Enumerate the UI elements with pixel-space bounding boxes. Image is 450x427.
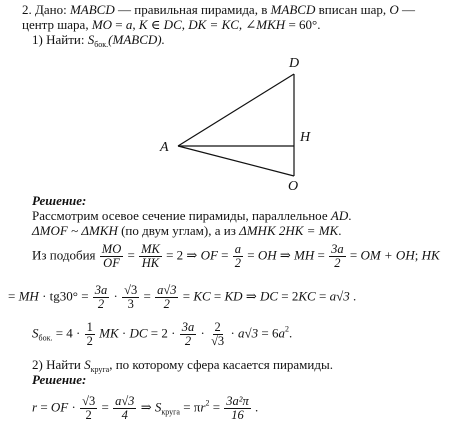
text: · tg30° = [38, 288, 92, 304]
text: 16 [231, 408, 244, 422]
text: . [348, 208, 352, 223]
text: 2 [234, 256, 241, 270]
text: S [87, 32, 95, 47]
text: K ∈ DC, DK = KC, ∠MKH [138, 17, 286, 32]
text: 2 [86, 334, 93, 348]
text: 3a²π [226, 394, 249, 408]
text: = [209, 399, 224, 415]
text: MABCD [270, 2, 316, 17]
text: 3a [331, 242, 344, 256]
text: 2 [334, 256, 341, 270]
solution-line-6 [32, 395, 258, 422]
text: = [210, 288, 225, 304]
text: Рассмотрим осевое сечение пирамиды, параллельное [32, 208, 331, 223]
text: круга [90, 365, 110, 374]
text: = [112, 17, 126, 32]
label-D: D [289, 56, 300, 71]
text: = 4 · [52, 325, 84, 341]
text: 3 [127, 297, 134, 311]
text: · [230, 325, 239, 341]
text: OM + OH [360, 247, 415, 263]
text: 2 [85, 408, 92, 422]
text: 3a [94, 283, 108, 297]
text: . [255, 399, 259, 415]
solution-line-1 [32, 208, 351, 223]
solution-line-4 [8, 284, 356, 311]
text: HK [141, 256, 160, 270]
text: . [338, 223, 342, 238]
text: ; [414, 247, 422, 263]
text: = [37, 399, 51, 415]
text: r [200, 399, 206, 415]
text: = [349, 247, 361, 263]
text: KD [224, 288, 243, 304]
text: — правильная пирамида, в [114, 2, 271, 17]
text: . [289, 325, 293, 341]
text: · [200, 325, 209, 341]
text: OF [200, 247, 218, 263]
text: = π [179, 399, 201, 415]
text: OF [103, 256, 120, 270]
fraction [139, 243, 162, 270]
fraction [93, 284, 110, 311]
text: 2. Дано: [22, 2, 70, 17]
text: √3 [82, 394, 96, 408]
text: MK [141, 242, 160, 256]
fraction [85, 321, 95, 348]
text: ΔMHK 2HK = MK [239, 223, 339, 238]
text: круга [161, 407, 180, 417]
fraction [113, 395, 136, 422]
fraction [180, 321, 197, 348]
text: √3 [211, 334, 225, 348]
fraction [80, 395, 97, 422]
text: 3a [181, 320, 195, 334]
text: MH [294, 247, 315, 263]
text: a [278, 325, 286, 341]
text: OH [257, 247, 277, 263]
fraction [329, 243, 346, 270]
fraction [155, 284, 178, 311]
solution-line-3 [32, 243, 440, 270]
text: a√3 [115, 394, 135, 408]
text: , по которому сфера касается пирамиды. [109, 357, 333, 372]
text: DC [129, 325, 148, 341]
text: · [68, 399, 80, 415]
text: · [113, 288, 122, 304]
text: MO [91, 17, 113, 32]
text: ⇒ [140, 399, 155, 415]
text: 2 [97, 297, 105, 311]
solution-header-2: Решение: [32, 372, 87, 387]
text: 2 [214, 320, 221, 334]
segment-AO [178, 146, 294, 176]
text: r [32, 399, 38, 415]
fraction [122, 284, 139, 311]
text: (MABCD). [108, 32, 165, 47]
text: S [84, 357, 91, 372]
question-2 [32, 357, 333, 372]
text: KC [193, 288, 211, 304]
text: 2 [184, 334, 192, 348]
text: 2 [205, 398, 210, 408]
text: DC [259, 288, 279, 304]
fraction [224, 395, 251, 422]
solution-line-5 [32, 321, 292, 348]
text: MH [18, 288, 39, 304]
text: AD [330, 208, 349, 223]
label-A: A [160, 140, 169, 155]
solution-line-2 [32, 223, 341, 238]
text: = 6 [258, 325, 279, 341]
text: = 2 · [147, 325, 179, 341]
text: 2 [285, 324, 290, 334]
fraction [233, 243, 243, 270]
text: (по двум углам), а из [117, 223, 240, 238]
solution-header: Решение: [32, 193, 87, 208]
text: = [247, 247, 258, 263]
text: · [118, 325, 130, 341]
text: = [143, 288, 155, 304]
text: a [125, 17, 133, 32]
text: = 2 [278, 288, 299, 304]
text: Из подобия [32, 247, 99, 263]
text: a√3 [157, 283, 177, 297]
text: — [398, 2, 416, 17]
text: a√3 [238, 325, 259, 341]
text: 1 [86, 320, 93, 334]
text: = [182, 288, 194, 304]
text: 2 [163, 297, 170, 311]
text: = [314, 247, 329, 263]
text: HK [421, 247, 440, 263]
text: = 60°. [285, 17, 321, 32]
text: ⇒ [276, 247, 295, 263]
text: . [349, 288, 357, 304]
text: OF [50, 399, 69, 415]
fraction [209, 321, 226, 348]
text: = [8, 288, 19, 304]
text: = [101, 399, 113, 415]
text: , [132, 17, 139, 32]
fraction [100, 243, 123, 270]
text: = [315, 288, 330, 304]
text: MO [101, 242, 122, 256]
text: = [217, 247, 232, 263]
text: = [127, 247, 135, 263]
text: a√3 [329, 288, 350, 304]
text: бок. [94, 40, 109, 49]
text: MK [99, 325, 119, 341]
text: O [389, 2, 399, 17]
text: S [32, 325, 39, 341]
text: 4 [121, 408, 128, 422]
label-H: H [300, 130, 311, 145]
label-O: O [288, 179, 299, 194]
text: a [234, 242, 241, 256]
text: 1) Найти: [32, 32, 88, 47]
text: S [154, 399, 162, 415]
text: MABCD [69, 2, 115, 17]
text: бок. [38, 333, 53, 343]
text: √3 [124, 283, 138, 297]
text: вписан шар, [315, 2, 390, 17]
segment-AD [178, 74, 294, 146]
text: 2) Найти [32, 357, 85, 372]
text: центр шара, [22, 17, 92, 32]
text: ⇒ [242, 288, 260, 304]
text: KC [298, 288, 316, 304]
text: = 2 ⇒ [166, 247, 201, 263]
text: ΔMOF ~ ΔMKH [32, 223, 118, 238]
